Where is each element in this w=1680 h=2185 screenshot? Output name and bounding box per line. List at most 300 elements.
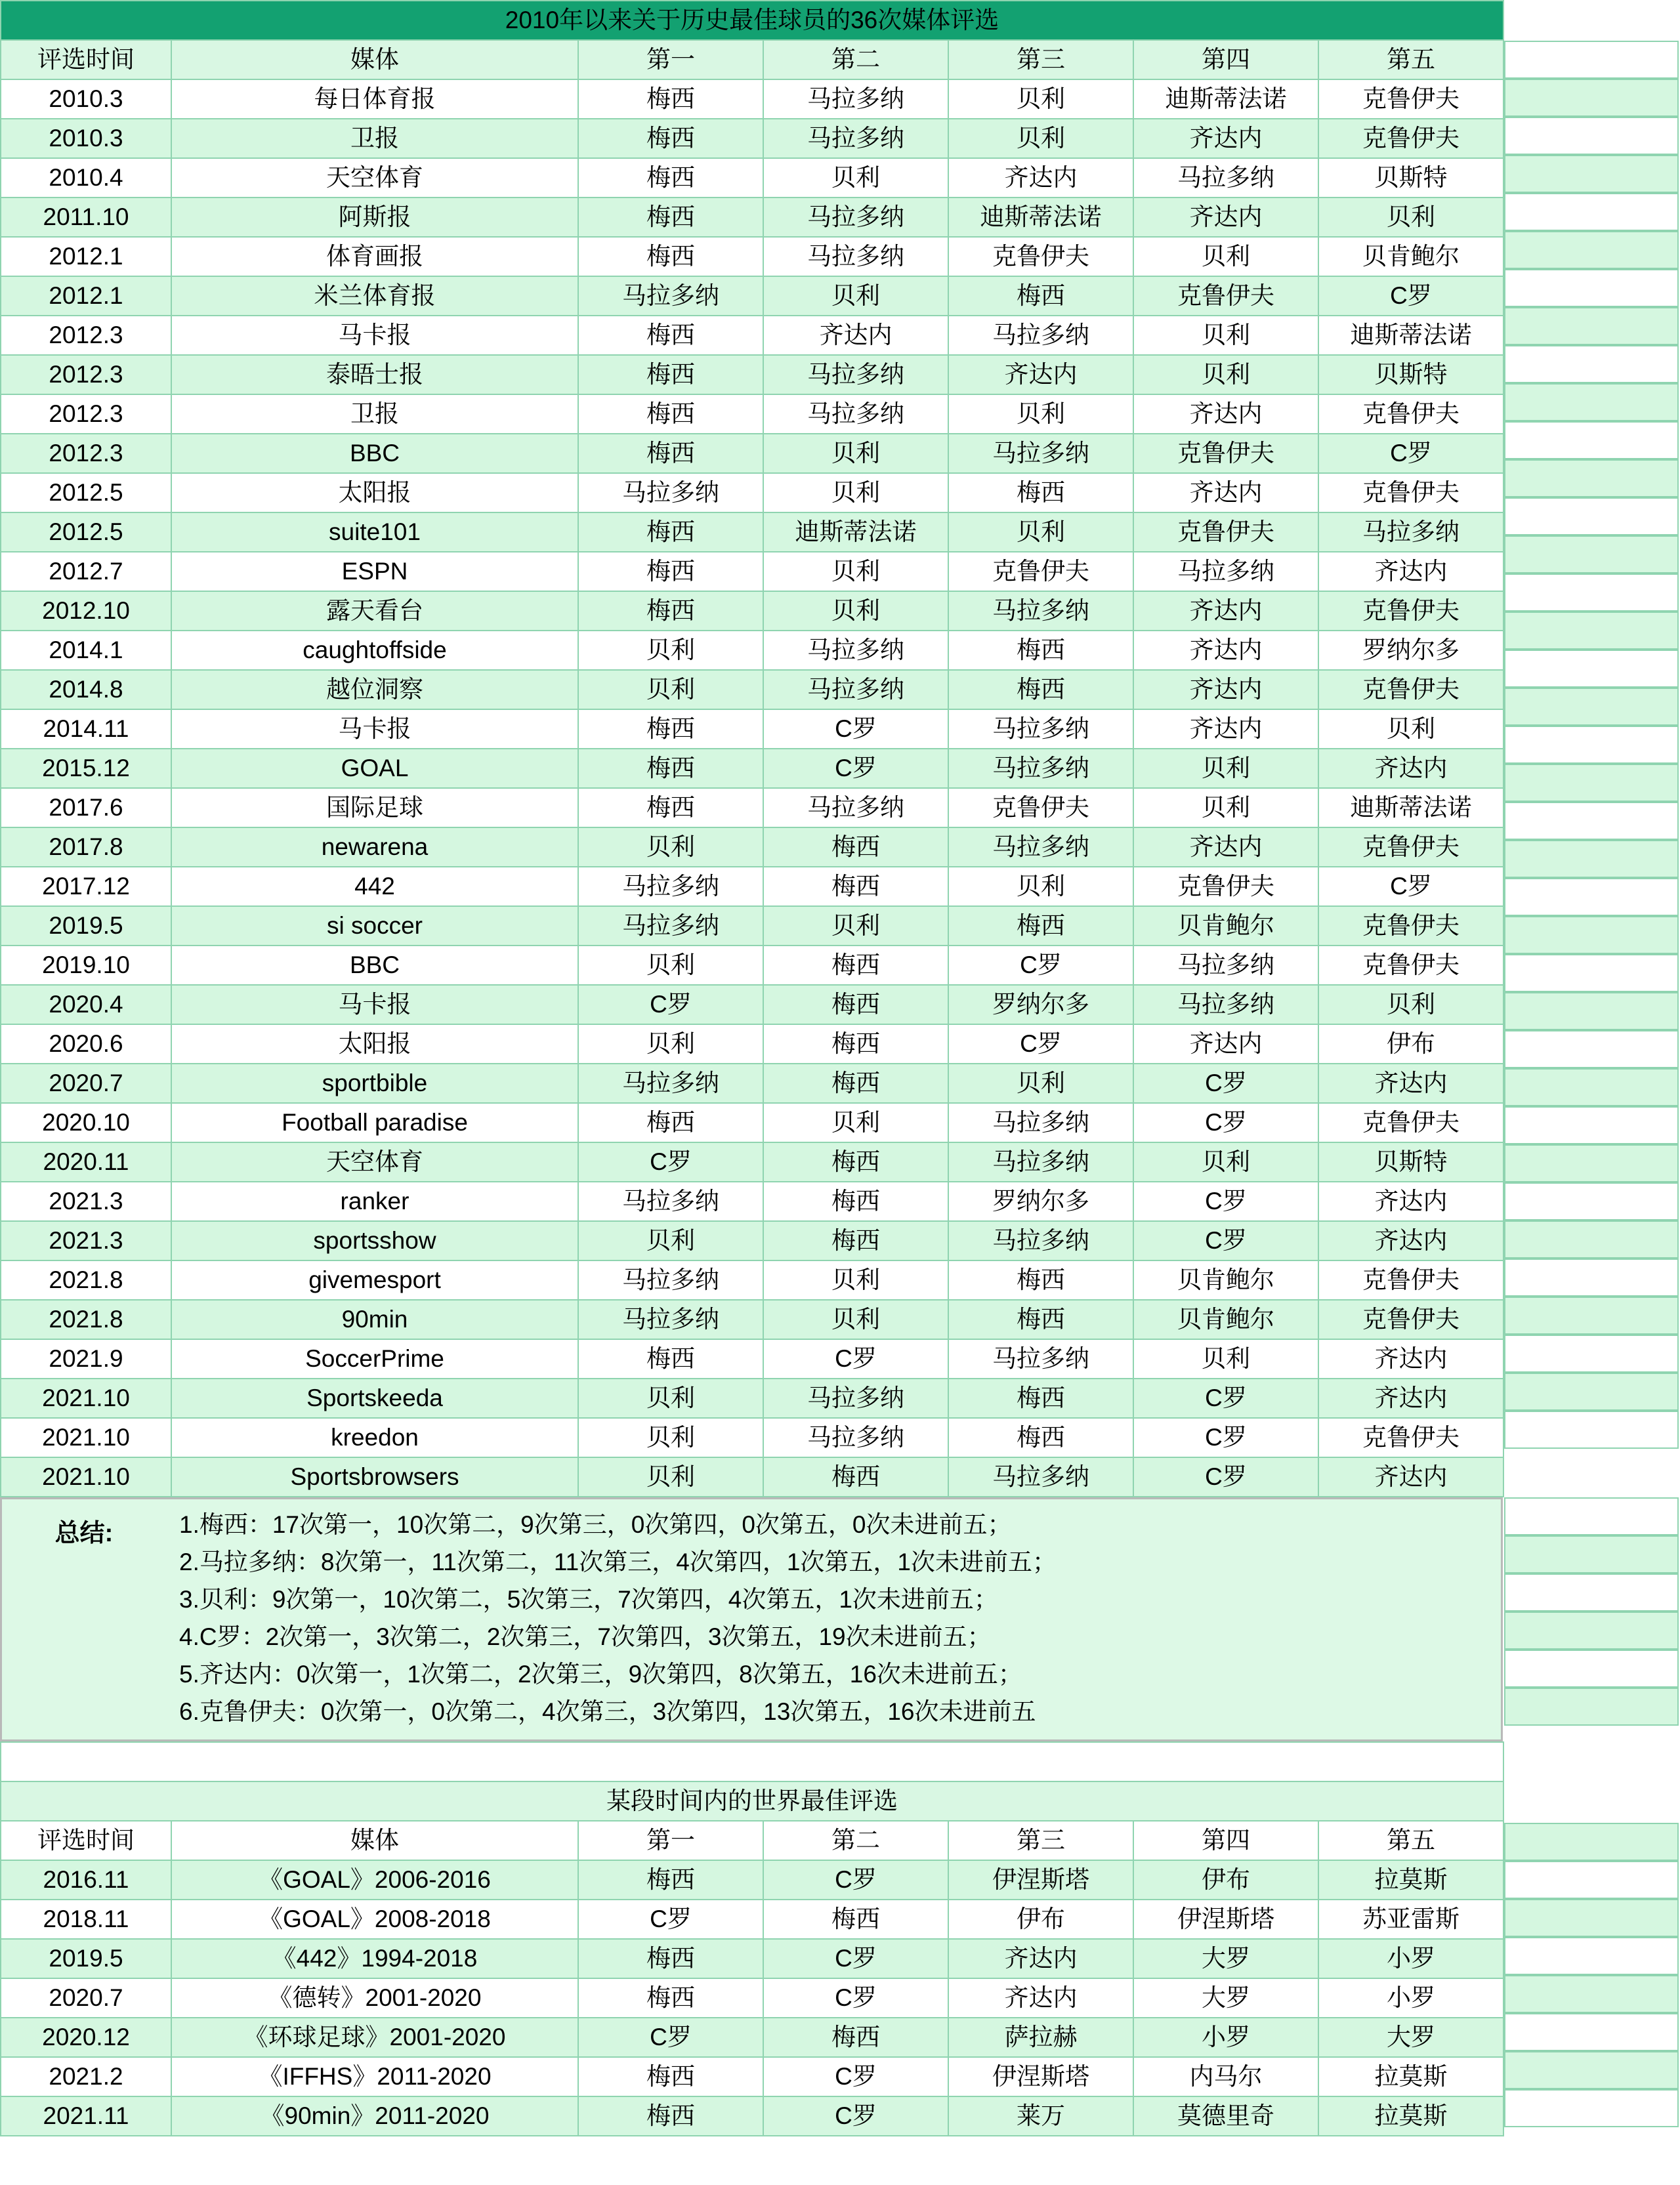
cell-time: 2019.5 (1, 906, 171, 946)
cell-media: BBC (171, 946, 578, 985)
blank-cell (1504, 1373, 1679, 1411)
cell-rank2: 贝利 (763, 276, 948, 316)
cell-rank5: 克鲁伊夫 (1318, 394, 1503, 434)
cell-rank1: 马拉多纳 (578, 473, 763, 512)
cell-rank2: 马拉多纳 (763, 79, 948, 119)
cell-time: 2017.12 (1, 867, 171, 906)
cell-rank3: 马拉多纳 (948, 1103, 1133, 1142)
cell-media: 太阳报 (171, 473, 578, 512)
cell-time: 2014.11 (1, 709, 171, 749)
cell-rank2: 马拉多纳 (763, 119, 948, 158)
cell-rank2: 迪斯蒂法诺 (763, 512, 948, 552)
table-row (1, 1182, 1503, 1221)
cell-time: 2020.10 (1, 1103, 171, 1142)
cell-rank4: C罗 (1133, 1457, 1318, 1497)
cell-rank5: 贝利 (1318, 985, 1503, 1024)
blank-cell (1504, 383, 1679, 421)
cell-rank2: 梅西 (763, 1142, 948, 1182)
cell-rank3: 萨拉赫 (948, 2018, 1133, 2057)
cell-time: 2021.9 (1, 1339, 171, 1379)
cell-time: 2020.7 (1, 1978, 171, 2018)
cell-time: 2020.4 (1, 985, 171, 1024)
cell-rank4: 马拉多纳 (1133, 946, 1318, 985)
cell-rank2: 梅西 (763, 827, 948, 867)
table-row (1, 1860, 1503, 1900)
cell-rank4: 贝利 (1133, 1339, 1318, 1379)
summary-line: 5.齐达内：0次第一，1次第二，2次第三，9次第四，8次第五，16次未进前五； (179, 1661, 1022, 1688)
table-row (1, 1300, 1503, 1339)
cell-media: 90min (171, 1300, 578, 1339)
blank-cell (1504, 307, 1679, 345)
cell-rank4: 齐达内 (1133, 1024, 1318, 1064)
cell-time: 2017.6 (1, 788, 171, 827)
cell-rank5: 齐达内 (1318, 1221, 1503, 1260)
cell-time: 2021.8 (1, 1300, 171, 1339)
blank-cell (1504, 117, 1679, 155)
cell-rank4: 伊布 (1133, 1860, 1318, 1900)
cell-time: 2021.10 (1, 1379, 171, 1418)
cell-rank4: 克鲁伊夫 (1133, 434, 1318, 473)
cell-rank3: 梅西 (948, 1260, 1133, 1300)
cell-media: 《GOAL》2008-2018 (171, 1900, 578, 1939)
cell-media: 马卡报 (171, 709, 578, 749)
cell-media: 《90min》2011-2020 (171, 2096, 578, 2136)
cell-rank1: 贝利 (578, 631, 763, 670)
cell-rank1: 贝利 (578, 1418, 763, 1457)
blank-cell (1504, 1182, 1679, 1220)
header-cell-rank4: 第四 (1133, 1821, 1318, 1860)
cell-media: 《442》1994-2018 (171, 1939, 578, 1978)
cell-time: 2020.11 (1, 1142, 171, 1182)
header-cell-rank3: 第三 (948, 40, 1133, 79)
blank-cell (1504, 878, 1679, 916)
summary-label: 总结: (54, 1520, 114, 1547)
header-cell-media: 媒体 (171, 1821, 578, 1860)
cell-rank4: 克鲁伊夫 (1133, 512, 1318, 552)
cell-rank5: 齐达内 (1318, 1182, 1503, 1221)
cell-media: suite101 (171, 512, 578, 552)
cell-rank5: 贝利 (1318, 709, 1503, 749)
cell-time: 2021.8 (1, 1260, 171, 1300)
blank-cell (1504, 726, 1679, 764)
cell-rank1: 梅西 (578, 709, 763, 749)
cell-rank5: 克鲁伊夫 (1318, 79, 1503, 119)
cell-rank5: 拉莫斯 (1318, 2057, 1503, 2096)
top-table-header-row (1, 40, 1503, 79)
cell-media: 米兰体育报 (171, 276, 578, 316)
cell-rank4: 马拉多纳 (1133, 985, 1318, 1024)
cell-rank2: C罗 (763, 1339, 948, 1379)
cell-rank2: 马拉多纳 (763, 1418, 948, 1457)
blank-cell (1504, 269, 1679, 307)
cell-rank2: 贝利 (763, 1103, 948, 1142)
table-row (1, 631, 1503, 670)
bottom-table-title-row (1, 1781, 1503, 1821)
cell-rank1: 梅西 (578, 1339, 763, 1379)
cell-rank3: 马拉多纳 (948, 749, 1133, 788)
cell-rank5: 齐达内 (1318, 749, 1503, 788)
cell-time: 2021.11 (1, 2096, 171, 2136)
cell-rank1: 贝利 (578, 670, 763, 709)
cell-rank2: 马拉多纳 (763, 198, 948, 237)
cell-time: 2012.10 (1, 591, 171, 631)
table-row (1, 198, 1503, 237)
cell-rank2: 梅西 (763, 867, 948, 906)
cell-rank3: 梅西 (948, 1418, 1133, 1457)
cell-time: 2012.3 (1, 434, 171, 473)
cell-rank4: 贝利 (1133, 1142, 1318, 1182)
cell-rank2: C罗 (763, 1939, 948, 1978)
cell-rank1: 梅西 (578, 2096, 763, 2136)
blank-cell (1504, 79, 1679, 117)
cell-media: 《IFFHS》2011-2020 (171, 2057, 578, 2096)
cell-rank3: 马拉多纳 (948, 709, 1133, 749)
table-row (1, 119, 1503, 158)
blank-cell (1504, 1612, 1679, 1650)
cell-rank1: 梅西 (578, 1860, 763, 1900)
table-row (1, 552, 1503, 591)
cell-media: Sportskeeda (171, 1379, 578, 1418)
cell-rank2: 马拉多纳 (763, 355, 948, 394)
blank-cell (1504, 535, 1679, 573)
cell-time: 2014.8 (1, 670, 171, 709)
cell-media: 马卡报 (171, 985, 578, 1024)
cell-rank5: 伊布 (1318, 1024, 1503, 1064)
cell-time: 2015.12 (1, 749, 171, 788)
cell-rank3: 齐达内 (948, 158, 1133, 198)
cell-rank5: 小罗 (1318, 1939, 1503, 1978)
cell-rank4: 贝肯鲍尔 (1133, 906, 1318, 946)
blank-cell (1504, 1335, 1679, 1373)
cell-rank5: 克鲁伊夫 (1318, 591, 1503, 631)
cell-rank3: 莱万 (948, 2096, 1133, 2136)
cell-rank3: C罗 (948, 1024, 1133, 1064)
summary-line: 6.克鲁伊夫：0次第一，0次第二，4次第三，3次第四，13次第五，16次未进前五 (179, 1698, 1036, 1725)
cell-rank2: 齐达内 (763, 316, 948, 355)
cell-time: 2020.6 (1, 1024, 171, 1064)
cell-rank2: 贝利 (763, 158, 948, 198)
cell-rank1: 梅西 (578, 394, 763, 434)
cell-rank3: 贝利 (948, 394, 1133, 434)
cell-time: 2020.7 (1, 1064, 171, 1103)
cell-rank1: 梅西 (578, 749, 763, 788)
header-cell-rank2: 第二 (763, 40, 948, 79)
table-row (1, 670, 1503, 709)
blank-cell (1504, 1297, 1679, 1335)
cell-rank3: 贝利 (948, 1064, 1133, 1103)
cell-rank4: C罗 (1133, 1379, 1318, 1418)
blank-cell (1504, 1106, 1679, 1144)
cell-rank4: C罗 (1133, 1103, 1318, 1142)
table-row (1, 473, 1503, 512)
blank-cell (1504, 231, 1679, 269)
table-gap-row (1, 1742, 1503, 1781)
cell-rank3: 克鲁伊夫 (948, 237, 1133, 276)
cell-rank5: 齐达内 (1318, 1379, 1503, 1418)
bottom-table (0, 1741, 1504, 2136)
cell-rank5: 克鲁伊夫 (1318, 670, 1503, 709)
cell-rank2: 贝利 (763, 591, 948, 631)
cell-rank3: 齐达内 (948, 1978, 1133, 2018)
header-cell-rank3: 第三 (948, 1821, 1133, 1860)
cell-media: 泰晤士报 (171, 355, 578, 394)
blank-cell (1504, 459, 1679, 497)
cell-rank5: 拉莫斯 (1318, 2096, 1503, 2136)
cell-time: 2021.3 (1, 1182, 171, 1221)
cell-rank3: 马拉多纳 (948, 1142, 1133, 1182)
header-cell-rank1: 第一 (578, 40, 763, 79)
cell-rank2: 梅西 (763, 1457, 948, 1497)
cell-rank2: 马拉多纳 (763, 670, 948, 709)
cell-rank3: 马拉多纳 (948, 1339, 1133, 1379)
bottom-table-region (0, 1741, 1680, 2136)
cell-rank3: 伊涅斯塔 (948, 1860, 1133, 1900)
cell-media: si soccer (171, 906, 578, 946)
cell-rank5: C罗 (1318, 434, 1503, 473)
cell-media: 马卡报 (171, 316, 578, 355)
table-row (1, 1379, 1503, 1418)
table-row (1, 1939, 1503, 1978)
cell-rank1: 梅西 (578, 198, 763, 237)
cell-media: 每日体育报 (171, 79, 578, 119)
table-row (1, 1024, 1503, 1064)
blank-cell (1504, 1899, 1679, 1937)
cell-time: 2018.11 (1, 1900, 171, 1939)
cell-time: 2012.1 (1, 276, 171, 316)
cell-rank4: 马拉多纳 (1133, 158, 1318, 198)
table-row (1, 1142, 1503, 1182)
cell-rank2: 梅西 (763, 2018, 948, 2057)
cell-rank2: 梅西 (763, 1024, 948, 1064)
cell-media: sportbible (171, 1064, 578, 1103)
cell-rank1: 梅西 (578, 1978, 763, 2018)
cell-rank3: 梅西 (948, 670, 1133, 709)
blank-cell (1504, 916, 1679, 954)
cell-rank2: C罗 (763, 2057, 948, 2096)
top-table-right-blank-column (1504, 0, 1679, 1449)
cell-rank3: 梅西 (948, 1379, 1133, 1418)
cell-rank1: 马拉多纳 (578, 1300, 763, 1339)
cell-time: 2021.3 (1, 1221, 171, 1260)
table-row (1, 1064, 1503, 1103)
cell-rank1: 马拉多纳 (578, 276, 763, 316)
cell-rank4: C罗 (1133, 1064, 1318, 1103)
cell-rank2: 梅西 (763, 946, 948, 985)
cell-rank5: 齐达内 (1318, 1457, 1503, 1497)
blank-cell (1504, 2051, 1679, 2089)
cell-rank5: 罗纳尔多 (1318, 631, 1503, 670)
bottom-table-header-row (1, 1821, 1503, 1860)
cell-rank5: 克鲁伊夫 (1318, 1418, 1503, 1457)
table-row (1, 985, 1503, 1024)
blank-cell (1504, 1220, 1679, 1259)
cell-rank2: 贝利 (763, 552, 948, 591)
blank-cell (1504, 1823, 1679, 1861)
cell-rank3: 迪斯蒂法诺 (948, 198, 1133, 237)
cell-rank4: 贝利 (1133, 237, 1318, 276)
cell-rank1: 梅西 (578, 434, 763, 473)
table-row (1, 1339, 1503, 1379)
cell-rank3: 克鲁伊夫 (948, 788, 1133, 827)
cell-rank3: 贝利 (948, 867, 1133, 906)
cell-rank5: 克鲁伊夫 (1318, 119, 1503, 158)
cell-rank3: 马拉多纳 (948, 434, 1133, 473)
cell-rank4: 内马尔 (1133, 2057, 1318, 2096)
blank-cell (1504, 1741, 1679, 1782)
cell-rank1: C罗 (578, 985, 763, 1024)
summary-line: 2.马拉多纳：8次第一，11次第二，11次第三，4次第四，1次第五，1次未进前五； (179, 1549, 1057, 1575)
cell-rank5: 齐达内 (1318, 1339, 1503, 1379)
summary-region (0, 1497, 1503, 1741)
cell-time: 2012.7 (1, 552, 171, 591)
cell-rank5: 克鲁伊夫 (1318, 1103, 1503, 1142)
blank-cell (1504, 802, 1679, 840)
summary-line: 4.C罗：2次第一，3次第二，2次第三，7次第四，3次第五，19次未进前五； (179, 1623, 992, 1650)
summary-box (0, 1497, 1503, 1741)
cell-rank5: 大罗 (1318, 2018, 1503, 2057)
table-row (1, 1260, 1503, 1300)
cell-rank1: 贝利 (578, 1024, 763, 1064)
cell-rank4: 贝利 (1133, 749, 1318, 788)
cell-rank2: 马拉多纳 (763, 237, 948, 276)
blank-cell (1504, 1782, 1679, 1823)
table-row (1, 2096, 1503, 2136)
table-row (1, 1221, 1503, 1260)
cell-rank4: C罗 (1133, 1182, 1318, 1221)
cell-rank3: 伊涅斯塔 (948, 2057, 1133, 2096)
cell-rank5: 克鲁伊夫 (1318, 946, 1503, 985)
cell-rank1: C罗 (578, 1142, 763, 1182)
cell-rank4: 齐达内 (1133, 670, 1318, 709)
cell-time: 2012.5 (1, 473, 171, 512)
summary-lines (166, 1506, 1501, 1730)
cell-media: givemesport (171, 1260, 578, 1300)
blank-cell (1504, 650, 1679, 688)
cell-rank1: 梅西 (578, 552, 763, 591)
cell-rank4: 齐达内 (1133, 709, 1318, 749)
blank-cell (1504, 1259, 1679, 1297)
blank-cell (1504, 1030, 1679, 1068)
cell-rank5: 克鲁伊夫 (1318, 906, 1503, 946)
cell-rank3: 贝利 (948, 79, 1133, 119)
table-row (1, 827, 1503, 867)
cell-rank2: 梅西 (763, 1221, 948, 1260)
cell-rank3: 梅西 (948, 473, 1133, 512)
cell-rank3: 齐达内 (948, 1939, 1133, 1978)
cell-rank3: 梅西 (948, 906, 1133, 946)
header-cell-rank2: 第二 (763, 1821, 948, 1860)
cell-media: 天空体育 (171, 1142, 578, 1182)
cell-media: GOAL (171, 749, 578, 788)
cell-rank1: 梅西 (578, 79, 763, 119)
bottom-table-body (1, 1860, 1503, 2136)
cell-rank4: 克鲁伊夫 (1133, 867, 1318, 906)
blank-cell (1504, 1688, 1679, 1726)
cell-rank4: 齐达内 (1133, 473, 1318, 512)
cell-rank1: 贝利 (578, 827, 763, 867)
blank-cell (1504, 840, 1679, 878)
blank-cell (1504, 688, 1679, 726)
cell-rank5: 齐达内 (1318, 1064, 1503, 1103)
cell-rank1: 贝利 (578, 1457, 763, 1497)
summary-line: 3.贝利：9次第一，10次第二，5次第三，7次第四，4次第五，1次未进前五； (179, 1586, 998, 1613)
cell-rank3: C罗 (948, 946, 1133, 985)
blank-cell (1504, 1861, 1679, 1899)
cell-media: 露天看台 (171, 591, 578, 631)
header-cell-rank4: 第四 (1133, 40, 1318, 79)
cell-rank4: 迪斯蒂法诺 (1133, 79, 1318, 119)
cell-rank5: 苏亚雷斯 (1318, 1900, 1503, 1939)
cell-rank1: C罗 (578, 1900, 763, 1939)
cell-time: 2012.1 (1, 237, 171, 276)
cell-media: 太阳报 (171, 1024, 578, 1064)
cell-media: BBC (171, 434, 578, 473)
cell-rank1: 马拉多纳 (578, 1260, 763, 1300)
cell-rank5: 拉莫斯 (1318, 1860, 1503, 1900)
cell-rank1: 梅西 (578, 591, 763, 631)
table-row (1, 2057, 1503, 2096)
cell-rank5: 迪斯蒂法诺 (1318, 788, 1503, 827)
cell-rank1: C罗 (578, 2018, 763, 2057)
header-cell-time: 评选时间 (1, 1821, 171, 1860)
cell-rank2: C罗 (763, 749, 948, 788)
blank-cell (1504, 1650, 1679, 1688)
cell-media: newarena (171, 827, 578, 867)
cell-media: 《GOAL》2006-2016 (171, 1860, 578, 1900)
cell-rank2: 马拉多纳 (763, 394, 948, 434)
table-row (1, 946, 1503, 985)
table-row (1, 749, 1503, 788)
cell-time: 2016.11 (1, 1860, 171, 1900)
cell-media: 越位洞察 (171, 670, 578, 709)
table-row (1, 316, 1503, 355)
cell-rank4: 马拉多纳 (1133, 552, 1318, 591)
blank-cell (1504, 1144, 1679, 1182)
cell-rank2: C罗 (763, 1978, 948, 2018)
cell-time: 2020.12 (1, 2018, 171, 2057)
cell-rank3: 齐达内 (948, 355, 1133, 394)
cell-rank1: 梅西 (578, 237, 763, 276)
cell-time: 2019.5 (1, 1939, 171, 1978)
cell-rank5: 迪斯蒂法诺 (1318, 316, 1503, 355)
table-row (1, 355, 1503, 394)
cell-time: 2010.3 (1, 119, 171, 158)
cell-media: 阿斯报 (171, 198, 578, 237)
bottom-table-title: 某段时间内的世界最佳评选 (1, 1781, 1503, 1821)
cell-media: 《环球足球》2001-2020 (171, 2018, 578, 2057)
table-row (1, 591, 1503, 631)
blank-cell (1504, 497, 1679, 535)
cell-rank3: 马拉多纳 (948, 591, 1133, 631)
blank-cell (1504, 2013, 1679, 2051)
cell-rank2: 梅西 (763, 1182, 948, 1221)
table-row (1, 1978, 1503, 2018)
cell-rank1: 梅西 (578, 2057, 763, 2096)
cell-rank2: 贝利 (763, 473, 948, 512)
cell-rank5: 贝利 (1318, 198, 1503, 237)
cell-rank3: 梅西 (948, 276, 1133, 316)
cell-rank1: 贝利 (578, 1221, 763, 1260)
cell-rank2: 贝利 (763, 1260, 948, 1300)
cell-rank4: 齐达内 (1133, 631, 1318, 670)
cell-rank1: 马拉多纳 (578, 1182, 763, 1221)
cell-time: 2012.3 (1, 355, 171, 394)
cell-rank1: 贝利 (578, 946, 763, 985)
cell-time: 2011.10 (1, 198, 171, 237)
top-table-body (1, 79, 1503, 1497)
cell-rank2: 梅西 (763, 1064, 948, 1103)
cell-rank5: C罗 (1318, 867, 1503, 906)
